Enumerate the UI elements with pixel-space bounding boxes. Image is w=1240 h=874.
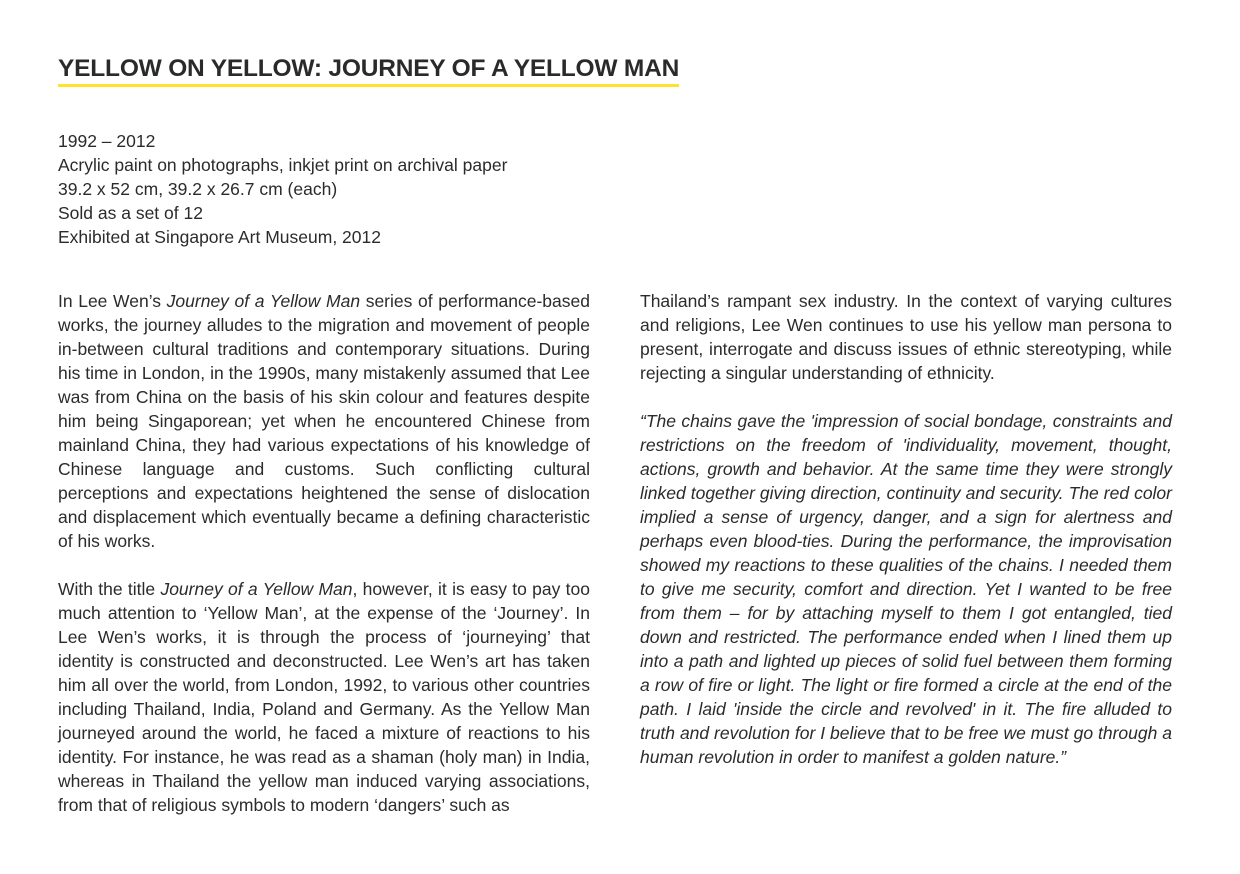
body-paragraph-1 xyxy=(58,289,590,553)
series-title-italic: Journey of a Yellow Man xyxy=(166,291,361,311)
body-paragraph-2 xyxy=(58,577,590,817)
text-column-left xyxy=(58,289,590,817)
artwork-exhibition: Exhibited at Singapore Art Museum, 2012 xyxy=(58,227,381,247)
artist-quote: “The chains gave the 'impression of social bondage, constraints and restrictions on the freedom of 'individuality, movement, thought, actions, growth and behavior. At the same time they were strongly linked together giving direction, continuity and security. The red color implied a sense of urgency, danger, and a sign for alertness and perhaps even blood-ties. During the performance, the improvisation showed my reactions to these qualities of the chains. I needed them to give me security, comfort and direction. Yet I wanted to be free from them – for by attaching myself to them I got entangled, tied down and restricted. The performance ended when I lined them up into a path and lighted up pieces of solid fuel between them forming a row of fire or light. The light or fire formed a circle at the end of the path. I laid 'inside the circle and revolved' in it. The fire alluded to truth and revolution for I believe that to be free we must go through a human revolution in order to manifest a golden nature.” xyxy=(640,411,1172,767)
series-title-italic: Journey of a Yellow Man xyxy=(160,579,353,599)
paragraph-text: series of performance-based works, the journey alludes to the migration and movement of people in-between cultural traditions and contemporary situations. During his time in London, in the 1990s, many mistakenly assumed that Lee was from China on the basis of his skin colour and features despite him being Singaporean; yet when he encountered Chinese from mainland China, they had various expectations of his knowledge of Chinese language and customs. Such conflicting cultural perceptions and expectations heightened the sense of dislocation and displacement which eventually became a defining characteristic of his works. xyxy=(58,291,590,551)
paragraph-text: , however, it is easy to pay too much attention to ‘Yellow Man’, at the expense of the ‘Journey’. In Lee Wen’s works, it is through the process of ‘journeying’ that identity is constructed and deconstructed. Lee Wen’s art has taken him all over the world, from London, 1992, to various other countries including Thailand, India, Poland and Germany. As the Yellow Man journeyed around the world, he faced a mixture of reactions to his identity. For instance, he was read as a shaman (holy man) in India, whereas in Thailand the yellow man induced varying associations, from that of religious symbols to modern ‘dangers’ such as xyxy=(58,579,590,815)
text-column-right xyxy=(640,289,1172,769)
page-title: YELLOW ON YELLOW: JOURNEY OF A YELLOW MAN xyxy=(58,54,679,87)
paragraph-text: In Lee Wen’s xyxy=(58,291,167,311)
paragraph-text: With the title xyxy=(58,579,161,599)
artwork-details xyxy=(58,129,507,249)
artwork-dimensions: 39.2 x 52 cm, 39.2 x 26.7 cm (each) xyxy=(58,179,338,199)
body-paragraph-3: Thailand’s rampant sex industry. In the context of varying cultures and religions, Lee Wen continues to use his yellow man persona to present, interrogate and discuss issues of ethnic stereotyping, while rejecting a singular understanding of ethnicity. xyxy=(640,291,1172,383)
artwork-years: 1992 – 2012 xyxy=(58,131,156,151)
artwork-sale-info: Sold as a set of 12 xyxy=(58,203,203,223)
artwork-medium: Acrylic paint on photographs, inkjet print on archival paper xyxy=(58,155,508,175)
